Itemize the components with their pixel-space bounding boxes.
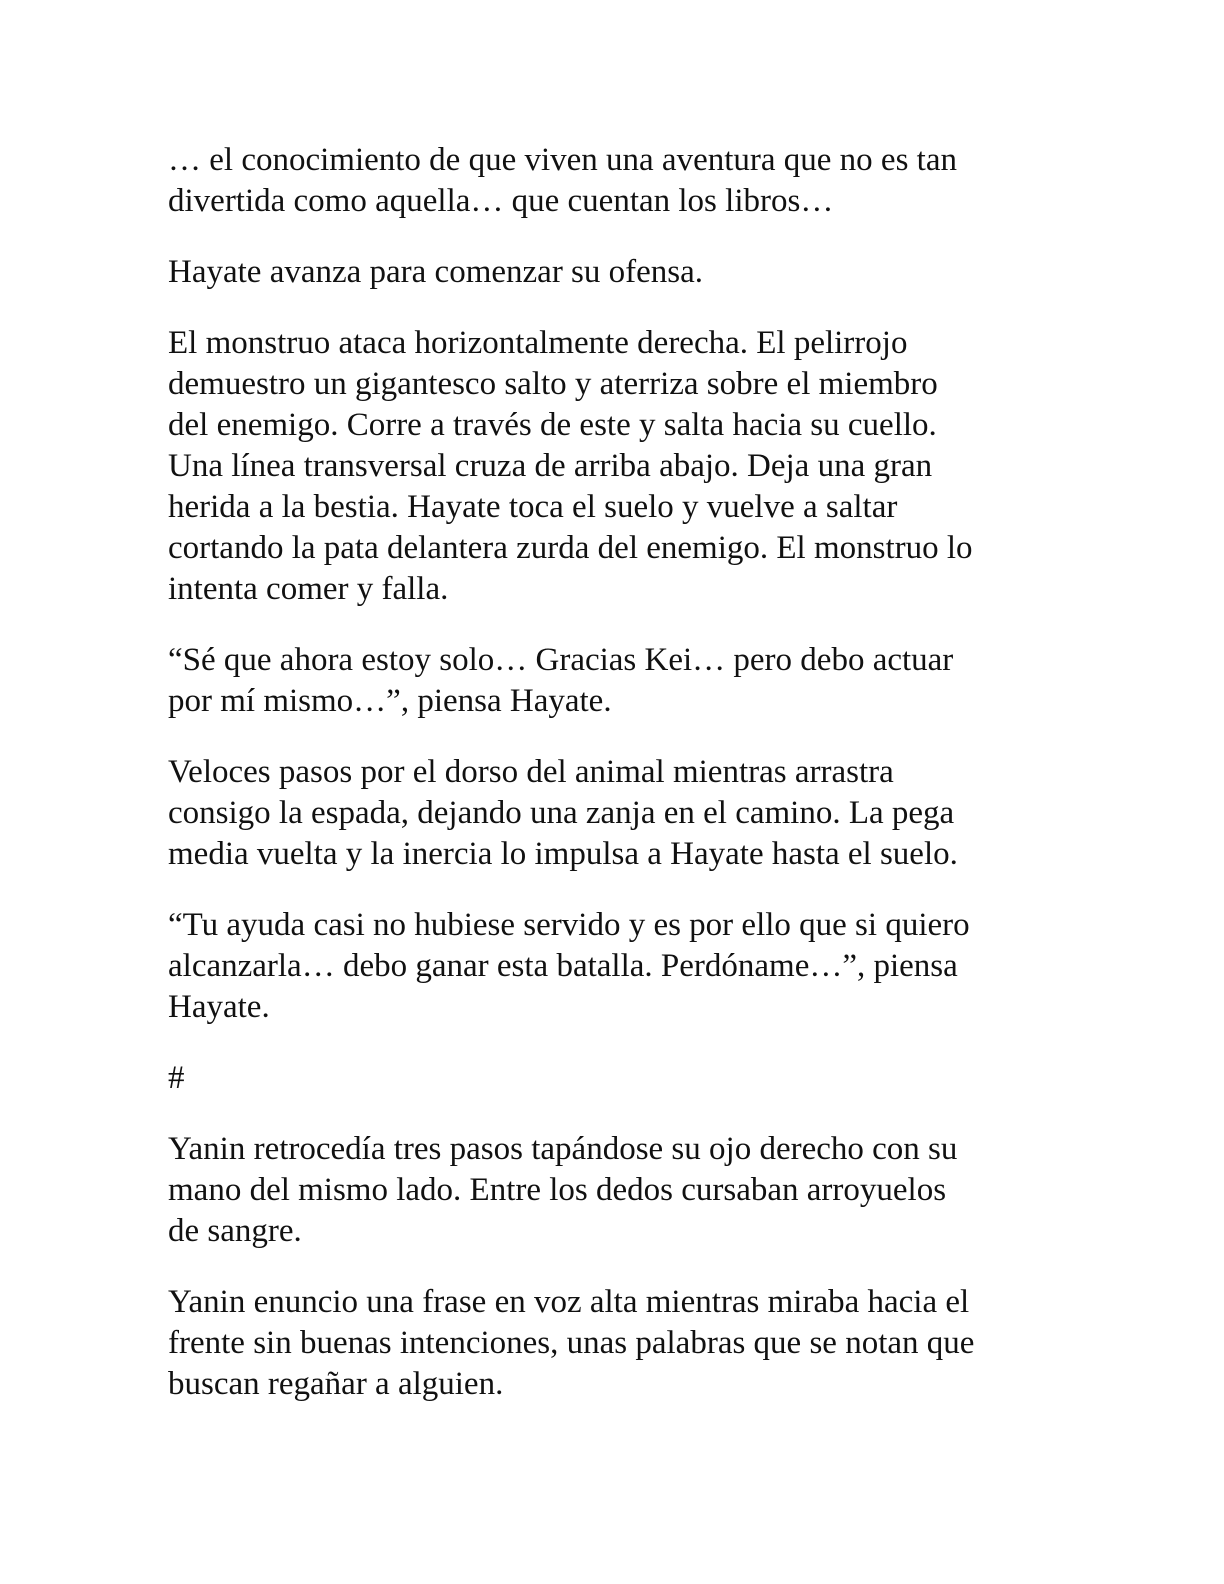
text-line: mano del mismo lado. Entre los dedos cursaban arroyuelos [168,1172,947,1208]
scene-break [168,1058,1058,1099]
paragraph-5 [168,752,1058,875]
text-line: herida a la bestia. Hayate toca el suelo y vuelve a saltar [168,489,898,525]
paragraph-7 [168,1129,1058,1252]
text-line: … el conocimiento de que viven una aventura que no es tan [168,142,957,178]
text-line: media vuelta y la inercia lo impulsa a Hayate hasta el suelo. [168,836,958,872]
text-line: del enemigo. Corre a través de este y salta hacia su cuello. [168,407,937,443]
text-line: Hayate. [168,989,270,1025]
text-line: divertida como aquella… que cuentan los libros… [168,183,834,219]
text-line: frente sin buenas intenciones, unas palabras que se notan que [168,1325,975,1361]
text-line: buscan regañar a alguien. [168,1366,504,1402]
text-line: “Tu ayuda casi no hubiese servido y es por ello que si quiero [168,907,970,943]
text-line: intenta comer y falla. [168,571,449,607]
text-line: demuestro un gigantesco salto y aterriza sobre el miembro [168,366,938,402]
text-line: El monstruo ataca horizontalmente derecha. El pelirrojo [168,325,908,361]
body-text [168,140,1058,1435]
text-line: consigo la espada, dejando una zanja en el camino. La pega [168,795,955,831]
paragraph-4 [168,640,1058,722]
text-line: Veloces pasos por el dorso del animal mientras arrastra [168,754,894,790]
paragraph-8 [168,1282,1058,1405]
text-line: Yanin retrocedía tres pasos tapándose su ojo derecho con su [168,1131,958,1167]
paragraph-3 [168,323,1058,610]
paragraph-6 [168,905,1058,1028]
text-line: por mí mismo…”, piensa Hayate. [168,683,612,719]
text-line: alcanzarla… debo ganar esta batalla. Perdóname…”, piensa [168,948,958,984]
text-line: Una línea transversal cruza de arriba abajo. Deja una gran [168,448,933,484]
text-line: “Sé que ahora estoy solo… Gracias Kei… pero debo actuar [168,642,954,678]
text-line: Hayate avanza para comenzar su ofensa. [168,254,704,290]
text-line: Yanin enuncio una frase en voz alta mientras miraba hacia el [168,1284,970,1320]
paragraph-2 [168,252,1058,293]
text-line: cortando la pata delantera zurda del enemigo. El monstruo lo [168,530,973,566]
text-line: # [168,1060,185,1096]
paragraph-1 [168,140,1058,222]
text-line: de sangre. [168,1213,302,1249]
